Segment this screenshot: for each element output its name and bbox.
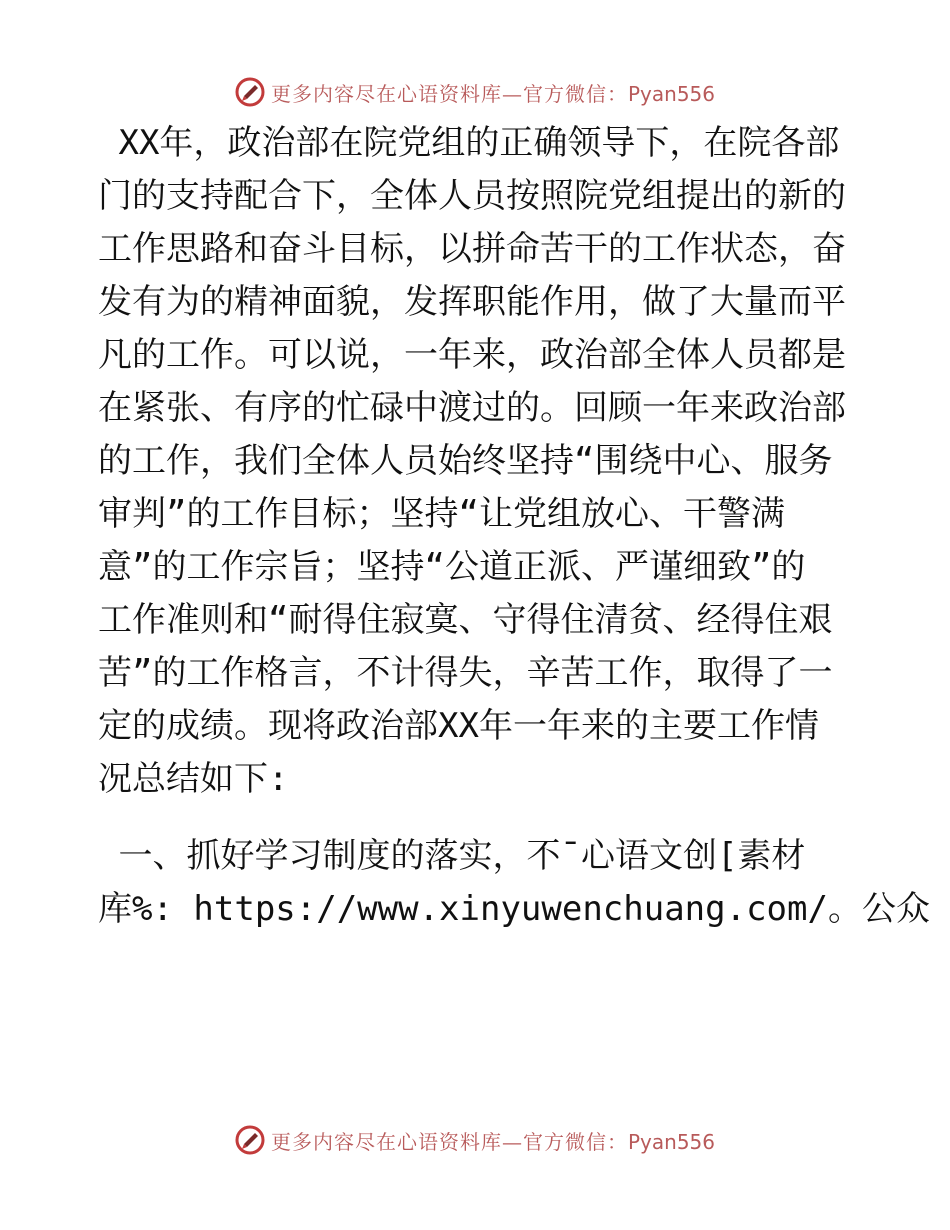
paragraph-1-line-3: 工作思路和奋斗目标，以拼命苦干的工作状态，奋 <box>98 229 846 269</box>
banner-text <box>271 1126 715 1155</box>
paragraph-1-line-7: 的工作，我们全体人员始终坚持“围绕中心、服务 <box>98 441 833 481</box>
paragraph-1-line-12: 定的成绩。现将政治部XX年一年来的主要工作情 <box>98 706 819 746</box>
logo-icon <box>235 1125 265 1155</box>
paragraph-2-line-2: 库%: https://www.xinyuwenchuang.com/。公众 <box>98 889 930 929</box>
footer-banner <box>0 1120 950 1160</box>
banner-wechat-id: Pyan556 <box>627 81 715 106</box>
paragraph-1-line-2: 门的支持配合下，全体人员按照院党组提出的新的 <box>98 176 846 216</box>
banner-text-cn: 更多内容尽在心语资料库—官方微信： <box>270 1129 628 1154</box>
paragraph-1-line-5: 凡的工作。可以说，一年来，政治部全体人员都是 <box>98 335 846 375</box>
paragraph-1-line-10: 工作准则和“耐得住寂寞、守得住清贫、经得住艰 <box>98 600 833 640</box>
banner-text <box>271 78 715 107</box>
paragraph-1-line-13: 况总结如下: <box>98 759 289 799</box>
paragraph-1-line-9: 意”的工作宗旨；坚持“公道正派、严谨细致”的 <box>98 547 806 587</box>
banner-wechat-id: Pyan556 <box>627 1129 715 1154</box>
paragraph-1-line-8: 审判”的工作目标；坚持“让党组放心、干警满 <box>98 494 785 534</box>
paragraph-1-line-11: 苦”的工作格言，不计得失，辛苦工作，取得了一 <box>98 653 833 693</box>
paragraph-1-line-1: XX年，政治部在院党组的正确领导下，在院各部 <box>98 123 840 163</box>
banner-text-cn: 更多内容尽在心语资料库—官方微信： <box>270 81 628 106</box>
logo-icon <box>235 77 265 107</box>
paragraph-2-line-1: 一、抓好学习制度的落实，不¯心语文创[素材 <box>98 836 806 876</box>
paragraph-1-line-6: 在紧张、有序的忙碌中渡过的。回顾一年来政治部 <box>98 388 846 428</box>
document-body <box>98 123 930 943</box>
paragraph-1-line-4: 发有为的精神面貌，发挥职能作用，做了大量而平 <box>98 282 846 322</box>
header-banner <box>0 72 950 112</box>
